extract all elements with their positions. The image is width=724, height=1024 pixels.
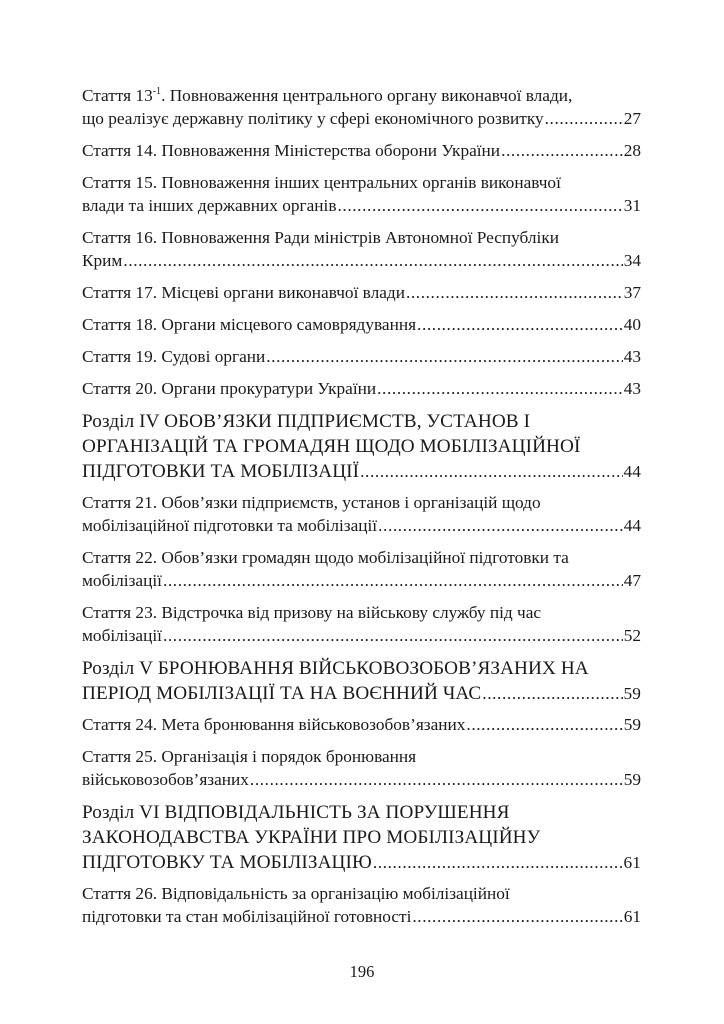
toc-entry-text: Стаття 17. Місцеві органи виконавчої влади: [82, 283, 405, 302]
toc-entry-text: Стаття 24. Мета бронювання військовозобов’язаних: [82, 715, 466, 734]
dot-leader: [482, 681, 622, 706]
page-footer-number: 196: [349, 962, 375, 981]
toc-entry-text: ПЕРІОД МОБІЛІЗАЦІЇ ТА НА ВОЄННИЙ ЧАС: [82, 683, 482, 704]
dot-leader: [412, 905, 622, 928]
toc-page-number: 43: [623, 379, 641, 398]
toc-entry-line: ОРГАНІЗАЦІЙ ТА ГРОМАДЯН ЩОДО МОБІЛІЗАЦІЙНОЇ: [82, 436, 581, 457]
toc-entry-text: військовозобов’язаних: [82, 770, 249, 789]
dot-leader: [417, 313, 623, 336]
toc-entry-article-22: [82, 546, 641, 592]
toc-entry-line: Стаття 22. Обов’язки громадян щодо мобілізаційної підготовки та: [82, 548, 569, 567]
toc-entry-article-23: [82, 601, 641, 647]
toc-entry-line: [82, 84, 641, 107]
toc-entry-text: . Повноваження центрального органу виконавчої влади,: [161, 86, 573, 105]
toc-page-number: 40: [623, 315, 641, 334]
toc-entry-text: влади та інших державних органів: [82, 196, 337, 215]
toc-entry-text: Крим: [82, 251, 123, 270]
toc-page-number: 59: [623, 715, 641, 734]
toc-entry-article-25: [82, 745, 641, 791]
toc-entry-line: Розділ IV ОБОВ’ЯЗКИ ПІДПРИЄМСТВ, УСТАНОВ І: [82, 411, 531, 432]
toc-entry-article-21: [82, 491, 641, 537]
toc-entry-line: [82, 624, 641, 647]
toc-page-number: 37: [623, 283, 641, 302]
toc-entry-line: [82, 850, 641, 875]
dot-leader: [501, 139, 623, 162]
toc-entry-line: Стаття 15. Повноваження інших центральних органів виконавчої: [82, 173, 561, 192]
toc-page-number: 61: [623, 907, 641, 926]
toc-entry-article-15: [82, 171, 641, 217]
toc-page-number: 59: [623, 684, 641, 703]
table-of-contents: [82, 84, 641, 937]
toc-entry-section-6: [82, 800, 641, 875]
toc-entry-line: [82, 905, 641, 928]
dot-leader: [406, 281, 623, 304]
toc-entry-line: [82, 249, 641, 272]
toc-entry-line: ЗАКОНОДАВСТВА УКРАЇНИ ПРО МОБІЛІЗАЦІЙНУ: [82, 827, 541, 848]
toc-page-number: 43: [623, 347, 641, 366]
toc-entry-article-13-1: [82, 84, 641, 130]
toc-page-number: 34: [623, 251, 641, 270]
toc-page-number: 31: [623, 196, 641, 215]
toc-entry-article-19: [82, 345, 641, 368]
toc-entry-line: [82, 139, 641, 162]
toc-entry-article-20: [82, 377, 641, 400]
toc-page-number: 47: [623, 571, 641, 590]
toc-entry-article-24: [82, 713, 641, 736]
toc-page-number: 44: [623, 462, 641, 481]
dot-leader: [545, 107, 623, 130]
dot-leader: [266, 345, 622, 368]
dot-leader: [338, 194, 623, 217]
dot-leader: [163, 569, 623, 592]
toc-entry-article-26: [82, 882, 641, 928]
dot-leader: [377, 377, 623, 400]
toc-page-number: 27: [623, 109, 641, 128]
toc-entry-line: [82, 107, 641, 130]
toc-entry-article-18: [82, 313, 641, 336]
toc-entry-text: мобілізаційної підготовки та мобілізації: [82, 516, 378, 535]
toc-entry-line: Стаття 26. Відповідальність за організацію мобілізаційної: [82, 884, 510, 903]
toc-entry-line: Розділ VI ВІДПОВІДАЛЬНІСТЬ ЗА ПОРУШЕННЯ: [82, 802, 510, 823]
toc-entry-line: [82, 514, 641, 537]
toc-entry-text: підготовки та стан мобілізаційної готовності: [82, 907, 412, 926]
toc-page-number: 44: [623, 516, 641, 535]
toc-entry-line: [82, 313, 641, 336]
toc-entry-article-14: [82, 139, 641, 162]
toc-entry-line: [82, 681, 641, 706]
toc-entry-text: ПІДГОТОВКИ ТА МОБІЛІЗАЦІЇ: [82, 461, 360, 482]
toc-entry-text: Стаття 14. Повноваження Міністерства оборони України: [82, 141, 501, 160]
dot-leader: [123, 249, 622, 272]
toc-entry-text: ПІДГОТОВКУ ТА МОБІЛІЗАЦІЮ: [82, 852, 372, 873]
toc-entry-line: [82, 281, 641, 304]
toc-entry-text: Стаття 13: [82, 86, 153, 105]
toc-entry-text: що реалізує державну політику у сфері економічного розвитку: [82, 109, 544, 128]
toc-entry-article-17: [82, 281, 641, 304]
toc-entry-superscript: -1: [152, 86, 162, 97]
toc-entry-line: [82, 569, 641, 592]
toc-entry-line: [82, 345, 641, 368]
toc-entry-section-5: [82, 656, 641, 706]
toc-entry-text: Стаття 20. Органи прокуратури України: [82, 379, 377, 398]
toc-entry-line: [82, 713, 641, 736]
toc-entry-section-4: [82, 409, 641, 484]
toc-entry-text: Стаття 18. Органи місцевого самоврядування: [82, 315, 417, 334]
toc-entry-article-16: [82, 226, 641, 272]
toc-page-number: 28: [623, 141, 641, 160]
dot-leader: [378, 514, 623, 537]
toc-entry-line: [82, 768, 641, 791]
dot-leader: [163, 624, 623, 647]
toc-page-number: 61: [623, 853, 641, 872]
dot-leader: [466, 713, 622, 736]
toc-entry-line: Розділ V БРОНЮВАННЯ ВІЙСЬКОВОЗОБОВ’ЯЗАНИХ НА: [82, 658, 589, 679]
dot-leader: [250, 768, 623, 791]
dot-leader: [360, 459, 622, 484]
toc-page-number: 52: [623, 626, 641, 645]
toc-entry-line: Стаття 21. Обов’язки підприємств, установ і організацій щодо: [82, 493, 541, 512]
toc-page-number: 59: [623, 770, 641, 789]
toc-entry-text: Стаття 19. Судові органи: [82, 347, 266, 366]
toc-entry-line: Стаття 25. Організація і порядок бронювання: [82, 747, 417, 766]
dot-leader: [373, 850, 623, 875]
toc-entry-line: Стаття 23. Відстрочка від призову на військову службу під час: [82, 603, 542, 622]
toc-entry-line: [82, 377, 641, 400]
toc-entry-text: мобілізації: [82, 626, 162, 645]
toc-entry-text: мобілізації: [82, 571, 162, 590]
toc-entry-line: [82, 194, 641, 217]
toc-entry-line: [82, 459, 641, 484]
toc-entry-line: Стаття 16. Повноваження Ради міністрів Автономної Республіки: [82, 228, 559, 247]
